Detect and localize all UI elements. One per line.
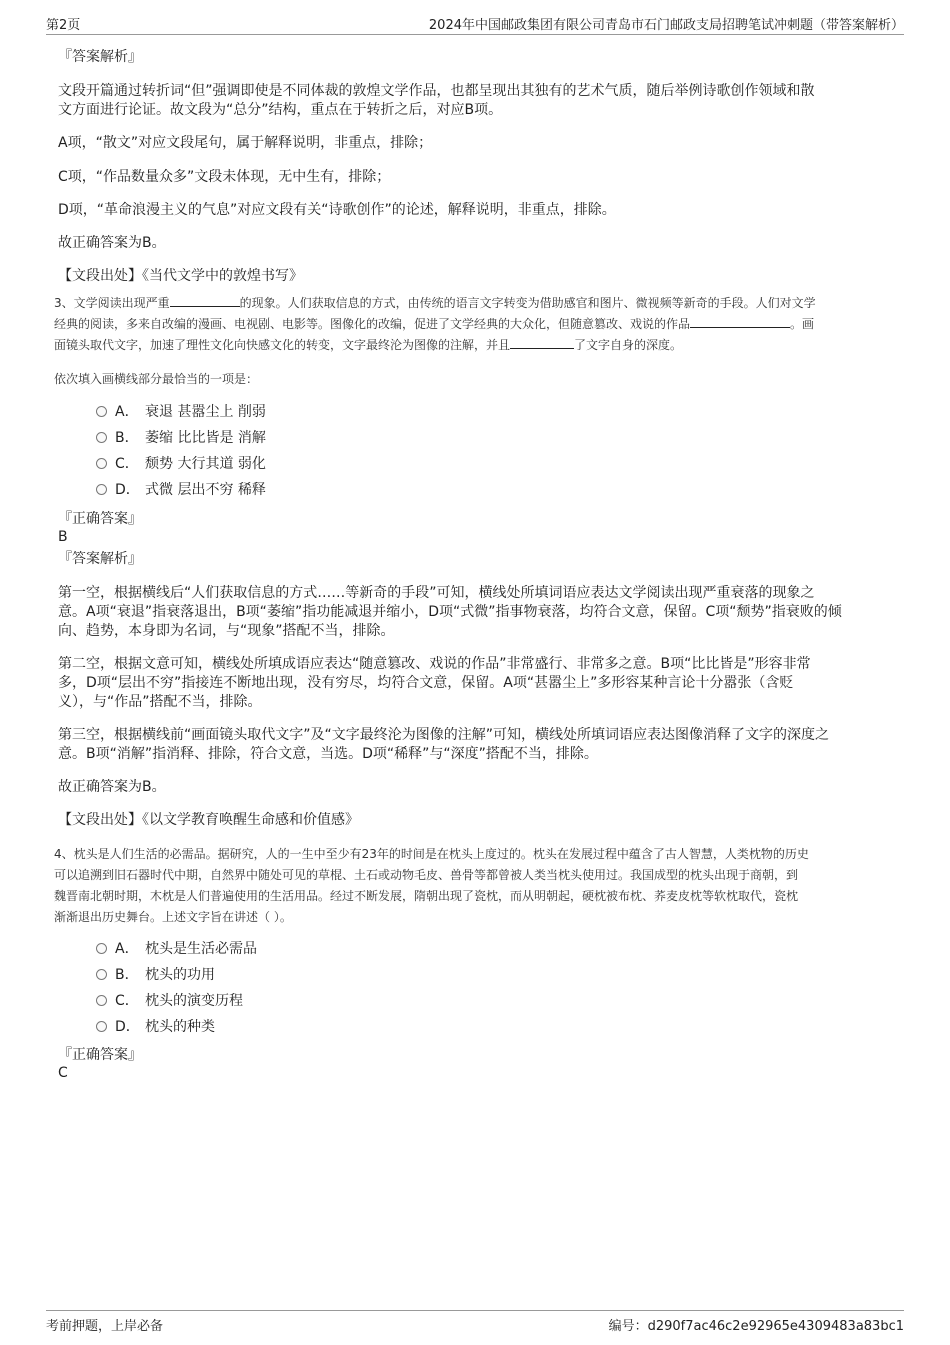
analysis-option-a: A项，“散文”对应文段尾句，属于解释说明，非重点，排除； bbox=[58, 135, 433, 151]
radio-icon[interactable] bbox=[96, 969, 107, 980]
q3-option-c[interactable]: C． 颓势 大行其道 弱化 bbox=[96, 454, 266, 474]
q4-option-b[interactable]: B． 枕头的功用 bbox=[96, 965, 215, 985]
document-title: 2024年中国邮政集团有限公司青岛市石门邮政支局招聘笔试冲刺题（带答案解析） bbox=[428, 18, 904, 33]
explanation-1-line2: 意。A项“衰退”指衰落退出，B项“萎缩”指功能减退并缩小，D项“式微”指事物衰落，均符合文意，保留。C项“颓势”指衰败的倾 bbox=[58, 604, 842, 620]
radio-icon[interactable] bbox=[96, 943, 107, 954]
explanation-2-line1: 第二空，根据文意可知，横线处所填成语应表达“随意篡改、戏说的作品”非常盛行、非常多之意。B项“比比皆是”形容非常 bbox=[58, 656, 811, 672]
blank-2 bbox=[690, 315, 790, 328]
radio-icon[interactable] bbox=[96, 406, 107, 417]
explanation-2-line3: 义），与“作品”搭配不当，排除。 bbox=[58, 694, 262, 710]
question-4-line1: 4、枕头是人们生活的必需品。据研究，人的一生中至少有23年的时间是在枕头上度过的。枕头在发展过程中蕴含了古人智慧，人类枕物的历史 bbox=[54, 847, 809, 861]
page-number: 第2页 bbox=[46, 18, 81, 33]
analysis-answer: 故正确答案为B。 bbox=[58, 235, 166, 251]
analysis-option-c: C项，“作品数量众多”文段未体现，无中生有，排除； bbox=[58, 169, 391, 185]
question-3-line1: 3、文学阅读出现严重 的现象。人们获取信息的方式，由传统的语言文字转变为借助感官和图片、微视频等新奇的手段。人们对文学 bbox=[54, 296, 816, 310]
question-4-line3: 魏晋南北朝时期，木枕是人们普遍使用的生活用品。经过不断发展，隋朝出现了瓷枕，而从明朝起，硬枕被布枕、荞麦皮枕等软枕取代，瓷枕 bbox=[54, 889, 799, 903]
correct-answer-label: 『正确答案』 bbox=[58, 511, 142, 527]
analysis-option-d: D项，“革命浪漫主义的气息”对应文段有关“诗歌创作”的论述，解释说明，非重点，排除。 bbox=[58, 202, 616, 218]
q4-option-a[interactable]: A． 枕头是生活必需品 bbox=[96, 939, 257, 959]
q3-option-d[interactable]: D． 式微 层出不穷 稀释 bbox=[96, 480, 266, 500]
correct-answer-value: B bbox=[58, 529, 68, 545]
blank-1 bbox=[170, 294, 240, 307]
explanation-1-line3: 向、趋势，本身即为名词，与“现象”搭配不当，排除。 bbox=[58, 623, 395, 639]
analysis-para-line1: 文段开篇通过转折词“但”强调即使是不同体裁的敦煌文学作品，也都呈现出其独有的艺术气质，随后举例诗歌创作领域和散 bbox=[58, 83, 815, 99]
source-citation: 【文段出处】《当代文学中的敦煌书写》 bbox=[58, 268, 303, 284]
analysis-label: 『答案解析』 bbox=[58, 551, 142, 567]
blank-3 bbox=[510, 336, 574, 349]
radio-icon[interactable] bbox=[96, 458, 107, 469]
explanation-3-line1: 第三空，根据横线前“画面镜头取代文字”及“文字最终沦为图像的注解”可知，横线处所填词语应表达图像消释了文字的深度之 bbox=[58, 727, 830, 743]
radio-icon[interactable] bbox=[96, 1021, 107, 1032]
question-4-line4: 渐渐退出历史舞台。上述文字旨在讲述（ ）。 bbox=[54, 910, 292, 924]
explanation-3-line2: 意。B项“消解”指消释、排除，符合文意，当选。D项“稀释”与“深度”搭配不当，排除。 bbox=[58, 746, 598, 762]
explanation-1-line1: 第一空，根据横线后“人们获取信息的方式……等新奇的手段”可知，横线处所填词语应表达文学阅读出现严重衰落的现象之 bbox=[58, 585, 815, 601]
correct-answer-value: C bbox=[58, 1065, 68, 1081]
question-3-prompt: 依次填入画横线部分最恰当的一项是： bbox=[54, 372, 259, 386]
question-3-line3: 面镜头取代文字，加速了理性文化向快感文化的转变，文字最终沦为图像的注解，并且 了文字自身的深度。 bbox=[54, 338, 683, 352]
page-header bbox=[46, 14, 904, 35]
question-4-line2: 可以追溯到旧石器时代中期，自然界中随处可见的草棍、土石或动物毛皮、兽骨等都曾被人类当枕头使用过。我国成型的枕头出现于商朝，到 bbox=[54, 868, 799, 882]
analysis-answer: 故正确答案为B。 bbox=[58, 779, 166, 795]
analysis-para-line2: 文方面进行论证。故文段为“总分”结构，重点在于转折之后，对应B项。 bbox=[58, 102, 503, 118]
q3-option-a[interactable]: A． 衰退 甚嚣尘上 削弱 bbox=[96, 402, 266, 422]
radio-icon[interactable] bbox=[96, 432, 107, 443]
footer-slogan: 考前押题，上岸必备 bbox=[46, 1319, 164, 1334]
source-citation: 【文段出处】《以文学教育唤醒生命感和价值感》 bbox=[58, 812, 359, 828]
analysis-label: 『答案解析』 bbox=[58, 49, 142, 65]
q4-option-c[interactable]: C． 枕头的演变历程 bbox=[96, 991, 243, 1011]
q3-option-b[interactable]: B． 萎缩 比比皆是 消解 bbox=[96, 428, 266, 448]
question-3-line2: 经典的阅读，多来自改编的漫画、电视剧、电影等。图像化的改编，促进了文学经典的大众化，但随意篡改、戏说的作品 。画 bbox=[54, 317, 815, 331]
explanation-2-line2: 多，D项“层出不穷”指接连不断地出现，没有穷尽，均符合文意，保留。A项“甚嚣尘上”多形容某种言论十分嚣张（含贬 bbox=[58, 675, 794, 691]
correct-answer-label: 『正确答案』 bbox=[58, 1047, 142, 1063]
radio-icon[interactable] bbox=[96, 995, 107, 1006]
page-footer bbox=[46, 1310, 904, 1336]
document-id: 编号：d290f7ac46c2e92965e4309483a83bc1 bbox=[608, 1319, 904, 1334]
q4-option-d[interactable]: D． 枕头的种类 bbox=[96, 1017, 215, 1037]
radio-icon[interactable] bbox=[96, 484, 107, 495]
